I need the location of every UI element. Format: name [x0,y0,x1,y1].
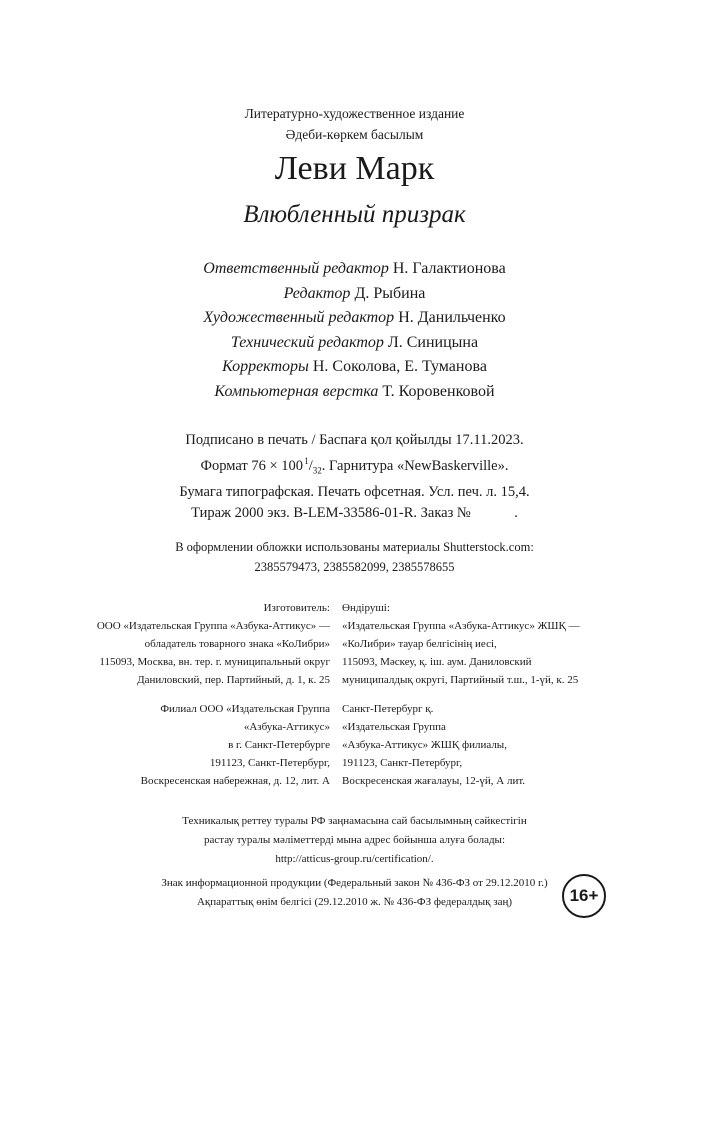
branch-kz-line: 191123, Санкт-Петербург, [342,757,463,769]
certification-url: http://atticus-group.ru/certification/. [275,853,434,865]
branch-ru-line: 191123, Санкт-Петербург, [209,757,330,769]
cover-credits [0,537,709,577]
genre-ru: Литературно-художественное издание [244,106,465,121]
credit-line [0,331,709,356]
tech-regulation-line: Техникалық реттеу туралы РФ заңнамасына сай басылымның сәйкестігін [182,815,527,827]
author-name: Леви Марк [274,150,435,187]
tech-regulation-line: растау туралы мәліметтерді мына адрес бойынша алуға болады: [203,834,506,846]
genre-kz: Әдеби-көркем басылым [285,127,424,142]
branch-ru-line: «Азбука-Аттикус» [243,721,330,733]
manufacturer-ru-line: ООО «Издательская Группа «Азбука-Аттикус» — [96,620,330,632]
credit-line [0,380,709,405]
branch-kz [342,700,642,790]
tech-regulation [0,812,709,869]
credit-role: Корректоры [222,358,309,376]
manufacturer-kz-line: «КоЛибри» тауар белгісінің иесі, [342,638,497,650]
credits-list [0,257,709,405]
credit-role: Редактор [283,284,351,302]
credit-name: Н. Галактионова [392,260,506,277]
print-paper: Бумага типографская. Печать офсетная. Усл. печ. л. 15,4. [179,483,530,500]
age-rating-badge: 16+ [562,874,606,918]
info-sign-ru: Знак информационной продукции (Федеральный закон № 436-ФЗ от 29.12.2010 г.) [161,877,548,889]
credit-name: Д. Рыбина [354,284,426,302]
credit-line [0,355,709,380]
genre-block [0,103,709,145]
credit-role: Технический редактор [230,333,384,351]
manufacturer-kz-line: Өндіруші: [342,602,390,614]
manufacturer-ru-line: Изготовитель: [263,602,330,614]
branch-ru [40,700,330,790]
branch-ru-line: Воскресенская набережная, д. 12, лит. А [140,775,330,787]
credit-name: Н. Соколова, Е. Туманова [312,358,487,376]
credit-name: Л. Синицына [387,333,479,351]
branch-kz-line: Воскресенская жағалауы, 12-үй, А лит. [342,775,526,787]
credit-role: Компьютерная верстка [214,382,379,400]
branch-kz-line: «Азбука-Аттикус» ЖШҚ филиалы, [342,739,507,751]
credit-name: Н. Данильченко [398,309,506,327]
print-run: Тираж 2000 экз. B-LEM-33586-01-R. Заказ № . [191,504,518,521]
print-info [0,430,709,524]
manufacturer-ru-line: 115093, Москва, вн. тер. г. муниципальный округ [99,656,330,668]
format-suffix: . Гарнитура «NewBaskerville». [321,457,509,474]
info-sign-kz: Ақпараттық өнім белгісі (29.12.2010 ж. № 436-ФЗ федералдық заң) [196,896,513,908]
credit-line [0,306,709,331]
cover-line-1: В оформлении обложки использованы материалы Shutterstock.com: [175,540,534,554]
credit-name: Т. Коровенковой [382,382,495,400]
book-title: Влюбленный призрак [243,201,466,228]
manufacturer-kz-line: муниципалдық округі, Партийный т.ш., 1-үй, к. 25 [342,674,579,686]
format-num: 1 [304,456,309,466]
credit-role: Ответственный редактор [203,260,389,277]
credit-line [0,257,709,282]
cover-line-2: 2385579473, 2385582099, 2385578655 [254,560,455,574]
print-signed: Подписано в печать / Баспаға қол қойылды 17.11.2023. [185,432,524,448]
manufacturer-ru-line: обладатель товарного знака «КоЛибри» [144,638,330,650]
manufacturer-kz-line: «Издательская Группа «Азбука-Аттикус» ЖШҚ — [342,620,580,632]
credit-role: Художественный редактор [203,309,395,327]
format-prefix: Формат 76 × 100 [200,457,304,474]
print-format: Формат 76 × 100 $^1/_{32}$. Гарнитура «NewBaskerville». [200,456,509,476]
format-den: 32 [312,465,322,476]
manufacturer-ru-line: Даниловский, пер. Партийный, д. 1, к. 25 [137,674,330,686]
manufacturer-ru [40,599,330,689]
branch-ru-line: в г. Санкт-Петербурге [228,739,330,751]
manufacturer-kz-line: 115093, Мәскеу, қ. іш. аум. Даниловский [342,656,532,668]
manufacturer-kz [342,599,642,689]
branch-kz-line: «Издательская Группа [342,721,446,733]
branch-ru-line: Филиал ООО «Издательская Группа [160,703,330,715]
branch-kz-line: Санкт-Петербург қ. [342,703,434,715]
credit-line [0,282,709,307]
